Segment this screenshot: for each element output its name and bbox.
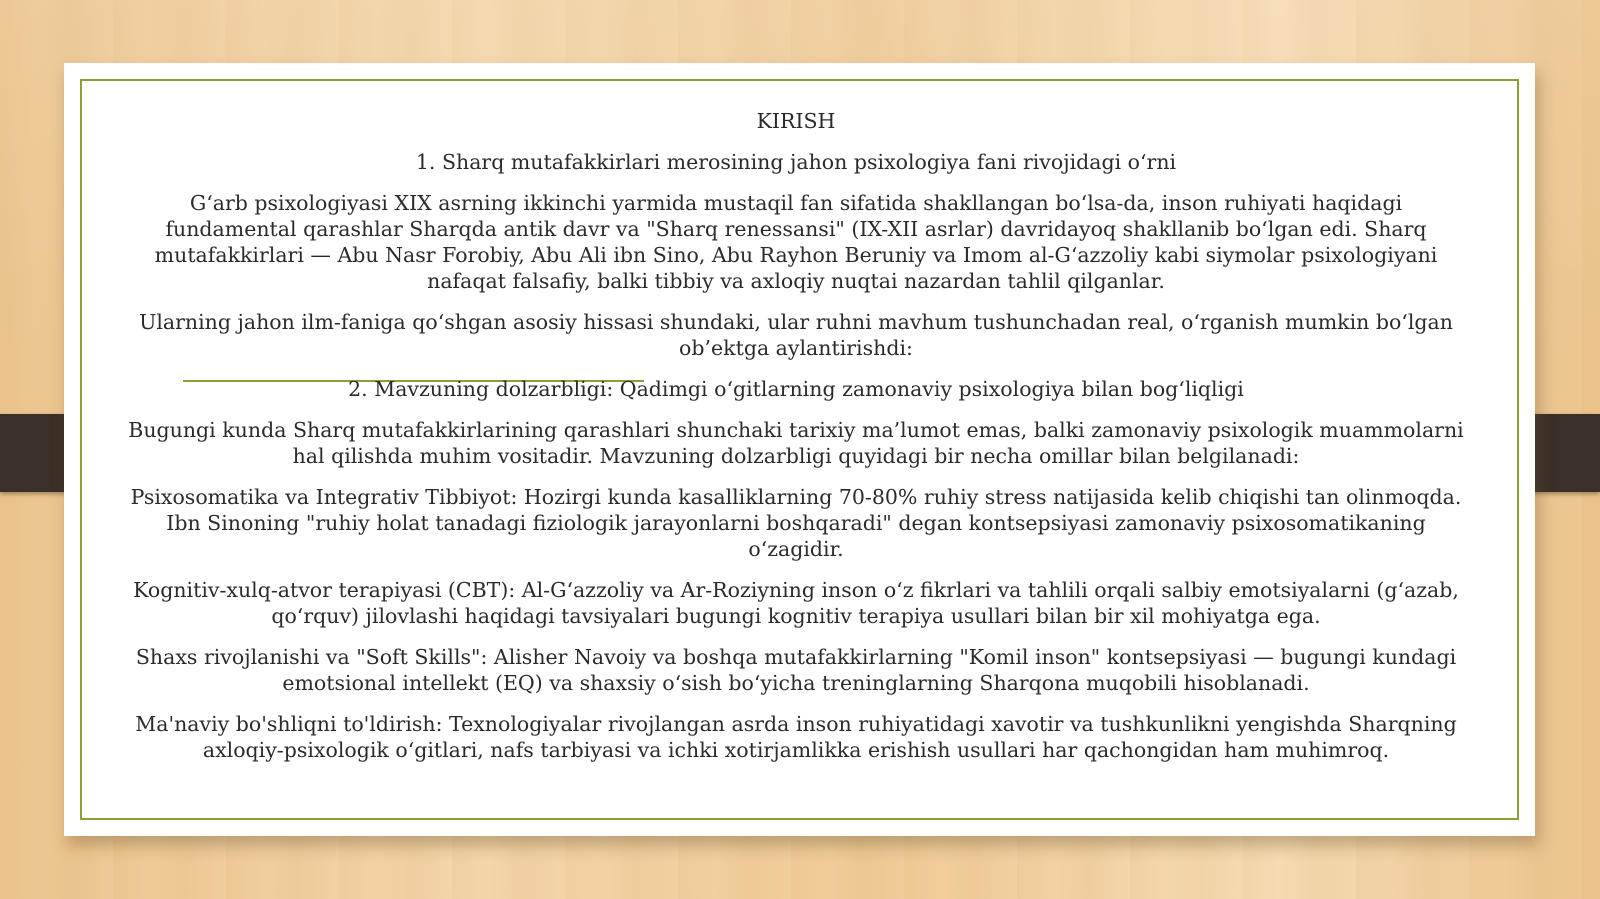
section-heading-1: 1. Sharq mutafakkirlari merosining jahon psixologiya fani rivojidagi o‘rni [415,150,1177,174]
paragraph-spiritual: Ma'naviy bo'shliqni to'ldirish: Texnologiyalar rivojlangan asrda inson ruhiyatidagi xavotir va tushkunlikni yengishda Sharqning axloqiy-psixologik o‘gitlari, nafs tarbiyasi va ichki xotirjamlikka erishish usullari har qachongidan ham muhimroq. [135,712,1457,762]
paragraph-soft-skills: Shaxs rivojlanishi va "Soft Skills": Alisher Navoiy va boshqa mutafakkirlarning "Komil inson" kontsepsiyasi — bugungi kundagi emotsional intellekt (EQ) va shaxsiy o‘sish bo‘yicha treninglarning Sharqona muqobili hisoblanadi. [135,645,1457,695]
paragraph-contribution: Ularning jahon ilm-faniga qo‘shgan asosiy hissasi shundaki, ular ruhni mavhum tushunchadan real, o‘rganish mumkin bo‘lgan ob’ektga aylantirishdi: [139,310,1453,360]
section-heading-2: 2. Mavzuning dolzarbligi: Qadimgi o‘gitlarning zamonaviy psixologiya bilan bog‘liqligi [348,377,1244,401]
slide-content [122,108,1470,778]
paragraph-relevance-intro: Bugungi kunda Sharq mutafakkirlarining qarashlari shunchaki tarixiy ma’lumot emas, balki zamonaviy psixologik muammolarni hal qilishda muhim vositadir. Mavzuning dolzarbligi quyidagi bir necha omillar bilan belgilanadi: [128,418,1464,468]
paragraph-cbt: Kognitiv-xulq-atvor terapiyasi (CBT): Al-G‘azzoliy va Ar-Roziyning inson o‘z fikrlari va tahlili orqali salbiy emotsiyalarni (g‘azab, qo‘rquv) jilovlashi haqidagi tavsiyalari bugungi kognitiv terapiya usullari bilan bir xil mohiyatga ega. [133,578,1459,628]
slide-title: KIRISH [756,109,836,133]
paragraph-psychosomatics: Psixosomatika va Integrativ Tibbiyot: Hozirgi kunda kasalliklarning 70-80% ruhiy stress natijasida kelib chiqishi tan olinmoqda. Ibn Sinoning "ruhiy holat tanadagi fiziologik jarayonlarni boshqaradi" degan kontsepsiyasi zamonaviy psixosomatikaning o‘zagidir. [130,485,1462,561]
paragraph-western-psychology: G‘arb psixologiyasi XIX asrning ikkinchi yarmida mustaqil fan sifatida shakllangan bo‘lsa-da, inson ruhiyati haqidagi fundamental qarashlar Sharqda antik davr va "Sharq renessansi" (IX-XII asrlar) davridayoq shakllanib bo‘lgan edi. Sharq mutafakkirlari — Abu Nasr Forobiy, Abu Ali ibn Sino, Abu Rayhon Beruniy va Imom al-G‘azzoliy kabi siymolar psixologiyani nafaqat falsafiy, balki tibbiy va axloqiy nuqtai nazardan tahlil qilganlar. [154,191,1438,293]
